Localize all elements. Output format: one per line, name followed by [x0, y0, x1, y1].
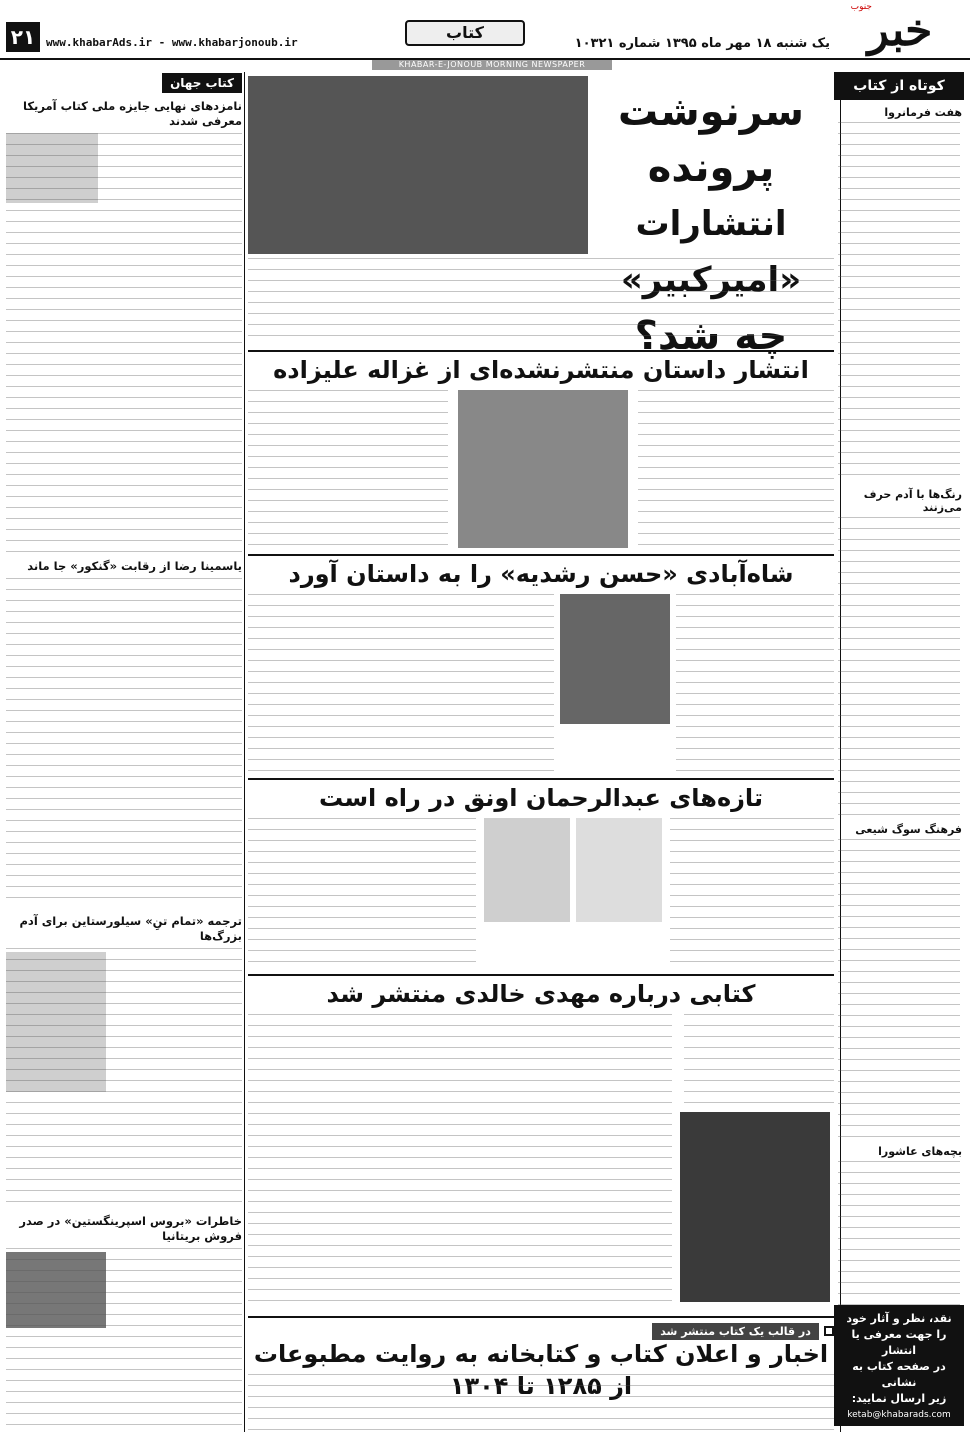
left-column [6, 72, 242, 1432]
story-body [248, 1374, 834, 1435]
page-number: ۲۱ [6, 22, 40, 52]
kicker-label: در قالب یک کتاب منتشر شد [652, 1323, 819, 1340]
article-body [6, 133, 242, 553]
story-headline: کتابی درباره مهدی خالدی منتشر شد [326, 980, 756, 1008]
story-body [248, 1014, 672, 1310]
book-cover-image [680, 1112, 830, 1302]
article-body [6, 1248, 242, 1435]
logo-text: خبر [867, 4, 933, 56]
book-cover-image [576, 818, 662, 922]
story-body [670, 818, 834, 970]
submission-box [834, 1305, 964, 1426]
story-divider [248, 350, 834, 352]
right-column [834, 72, 964, 1432]
world-books-tag: کتاب جهان [162, 73, 242, 93]
story-body [676, 594, 834, 772]
book-cover-image [484, 818, 570, 922]
story-headline: شاه‌آبادی «حسن رشدیه» را به داستان آورد [288, 560, 794, 588]
section-label: کتاب [405, 20, 525, 46]
english-strip: KHABAR-E-JONOUB MORNING NEWSPAPER [372, 60, 612, 70]
story-body [248, 594, 554, 772]
story-headline: اخبار و اعلان کتاب و کتابخانه به روایت مطبوعات از ۱۲۸۵ تا ۱۳۰۴ [253, 1340, 829, 1400]
submission-line: زیر ارسال نمایید: [851, 1392, 947, 1405]
brief-title: بچه‌های عاشورا [878, 1145, 962, 1158]
story-headline: تازه‌های عبدالرحمان اونق در راه است [319, 784, 763, 812]
submission-email[interactable]: ketab@khabarads.com [847, 1410, 951, 1420]
author-photo [560, 594, 670, 724]
logo-subtitle: جنوب [850, 2, 872, 12]
story-body [638, 390, 834, 550]
article-title: یاسمینا رضا از رقابت «گنکور» جا ماند [27, 559, 242, 573]
story-divider [248, 778, 834, 780]
story-body [248, 390, 448, 550]
brief-title: رنگ‌ها با آدم حرف می‌زنند [863, 488, 962, 514]
website-links: www.khabarAds.ir - www.khabarjonoub.ir [46, 36, 298, 49]
lead-title-line: انتشارات «امیرکبیر» [620, 204, 802, 300]
column-rule [244, 72, 245, 1432]
article-title: ترجمه «تمام تنِ» سیلورستاین برای آدم بزرگ‌ها [19, 914, 242, 943]
masthead [0, 0, 970, 60]
story-divider [248, 1316, 834, 1318]
lead-body [248, 258, 834, 346]
right-column-header: کوتاه از کتاب [834, 72, 964, 100]
lead-photo [248, 76, 588, 254]
submission-line: را جهت معرفی یا انتشار [851, 1328, 947, 1357]
article-title: نامزدهای نهایی جایزه ملی کتاب آمریکا معرفی شدند [23, 99, 242, 128]
book-cover-image [458, 390, 628, 548]
article-body [6, 948, 242, 1208]
brief-body [834, 122, 964, 482]
story-divider [248, 554, 834, 556]
brief-title: هفت فرمانروا [884, 106, 962, 119]
submission-line: در صفحه کتاب به نشانی [852, 1360, 946, 1389]
article-body [6, 578, 242, 908]
story-divider [248, 974, 834, 976]
brief-body [834, 517, 964, 817]
submission-line: نقد، نظر و آثار خود [846, 1312, 952, 1325]
lead-title-line: چه شد؟ [634, 313, 788, 359]
story-body [684, 1014, 834, 1108]
story-headline: انتشار داستان منتشرنشده‌ای از غزاله علیزاده [273, 356, 809, 384]
square-icon [824, 1326, 834, 1336]
story-kicker [652, 1320, 834, 1340]
lead-title-line: سرنوشت پرونده [618, 89, 804, 191]
issue-date: یک شنبه ۱۸ مهر ماه ۱۳۹۵ شماره ۱۰۳۲۱ [574, 36, 830, 51]
story-body [248, 818, 476, 970]
brief-title: فرهنگ سوگ شیعی [855, 823, 962, 836]
article-title: خاطرات «بروس اسپرینگستین» در صدر فروش بریتانیا [19, 1214, 242, 1243]
brief-body [834, 839, 964, 1139]
